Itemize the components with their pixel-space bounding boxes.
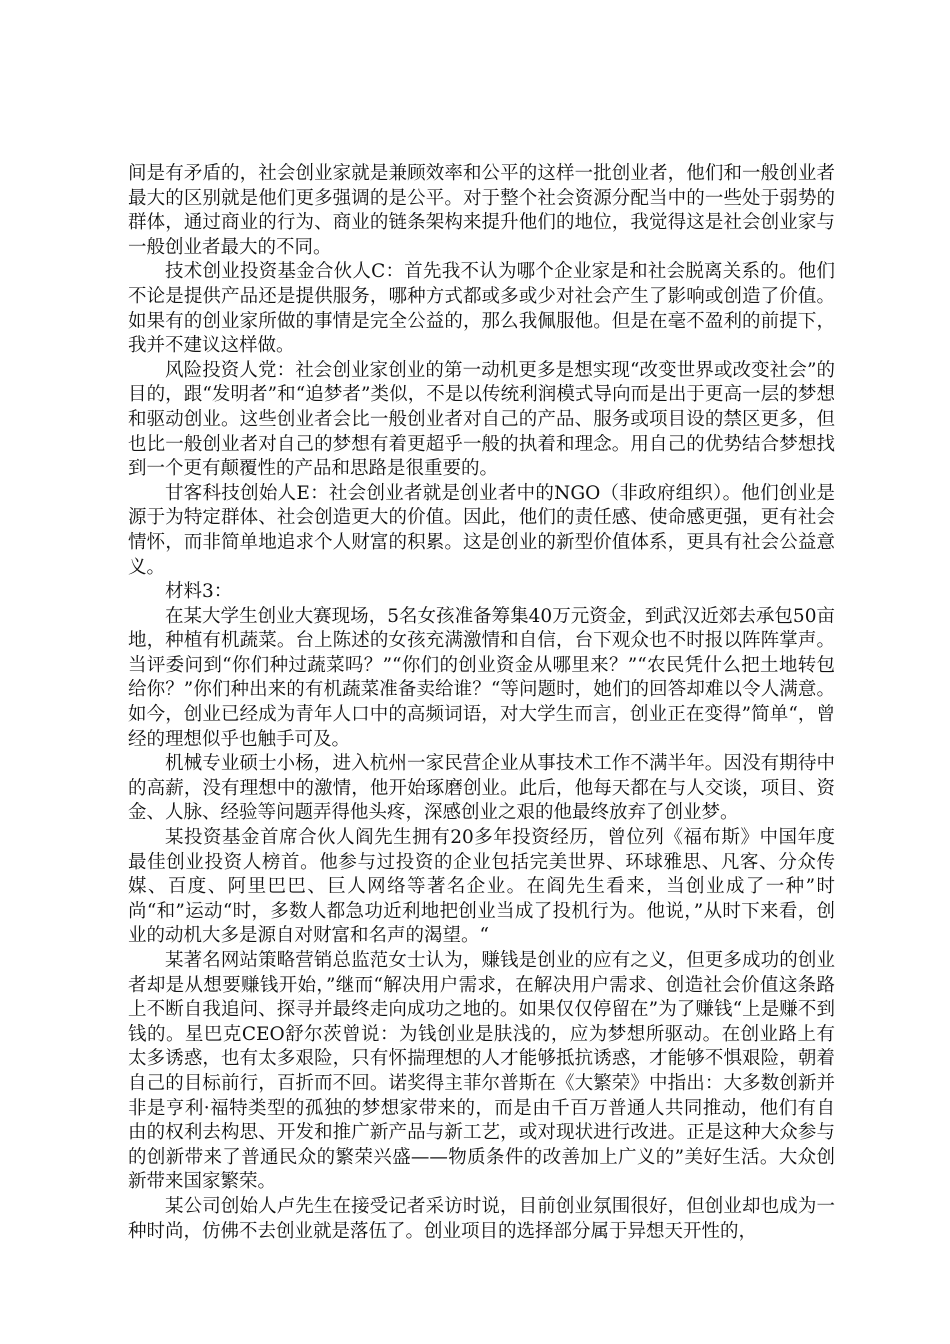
paragraph-mr-lu: 某公司创始人卢先生在接受记者采访时说，目前创业氛围很好，但创业却也成为一种时尚，仿佛不去创业就是落伍了。创业项目的选择部分属于异想天开性的， [128, 1195, 835, 1242]
paragraph-xiaoyang: 机械专业硕士小杨，进入杭州一家民营企业从事技术工作不满半年。因没有期待中的高薪，没有理想中的激情，他开始琢磨创业。此后，他每天都在与人交谈，项目、资金、人脉、经验等问题弄得他头疼，深感创业之艰的他最终放弃了创业梦。 [128, 753, 835, 824]
paragraph-intro-continuation: 间是有矛盾的，社会创业家就是兼顾效率和公平的这样一批创业者，他们和一般创业者最大的区别就是他们更多强调的是公平。对于整个社会资源分配当中的一些处于弱势的群体，通过商业的行为、商业的链条架构来提升他们的地位，我觉得这是社会创业家与一般创业者最大的不同。 [128, 163, 835, 258]
document-page [128, 162, 835, 1244]
paragraph-mr-yan: 某投资基金首席合伙人阎先生拥有20多年投资经历，曾位列《福布斯》中国年度最佳创业投资人榜首。他参与过投资的企业包括完美世界、环球雅思、凡客、分众传媒、百度、阿里巴巴、巨人网络等著名企业。在阎先生看来，当创业成了一种”时尚“和”运动“时，多数人都急功近利地把创业当成了投机行为。他说，”从时下来看，创业的动机大多是源自对财富和名声的渴望。“ [128, 827, 835, 947]
paragraph-investor-c: 技术创业投资基金合伙人C：首先我不认为哪个企业家是和社会脱离关系的。他们不论是提供产品还是提供服务，哪种方式都或多或少对社会产生了影响或创造了价值。如果有的创业家所做的事情是完全公益的，那么我佩服他。但是在毫不盈利的前提下，我并不建议这样做。 [128, 261, 835, 357]
paragraph-ms-fan: 某著名网站策略营销总监范女士认为，赚钱是创业的应有之义，但更多成功的创业者却是从想要赚钱开始，”继而“解决用户需求，在解决用户需求、创造社会价值这条路上不断自我追问、探寻并最终走向成功之地的。如果仅仅停留在”为了赚钱“上是赚不到钱的。星巴克CEO舒尔茨曾说：为钱创业是肤浅的，应为梦想所驱动。在创业路上有太多诱惑，也有太多艰险，只有怀揣理想的人才能够抵抗诱惑，才能够不惧艰险，朝着自己的目标前行，百折而不回。诺奖得主菲尔普斯在《大繁荣》中指出：大多数创新并非是亨利·福特类型的孤独的梦想家带来的，而是由千百万普通人共同推动，他们有自由的权利去构思、开发和推广新产品与新工艺，或对现状进行改进。正是这种大众参与的创新带来了普通民众的繁荣兴盛——物质条件的改善加上广义的”美好生活。大众创新带来国家繁荣。 [128, 950, 835, 1193]
paragraph-founder-e: 甘客科技创始人E：社会创业者就是创业者中的NGO（非政府组织）。他们创业是源于为特定群体、社会创造更大的价值。因此，他们的责任感、使命感更强，更有社会情怀，而非简单地追求个人财富的积累。这是创业的新型价值体系，更具有社会公益意义。 [128, 482, 835, 578]
section-heading-material-3: 材料3： [165, 581, 233, 603]
paragraph-competition: 在某大学生创业大赛现场，5名女孩准备筹集40万元资金，到武汉近郊去承包50亩地，种植有机蔬菜。台上陈述的女孩充满激情和自信，台下观众也不时报以阵阵掌声。当评委问到“你们种过蔬菜吗？”“你们的创业资金从哪里来？”“农民凭什么把土地转包给你？”你们种出来的有机蔬菜准备卖给谁？“等问题时，她们的回答却难以令人满意。如今，创业已经成为青年人口中的高频词语，对大学生而言，创业正在变得”简单“，曾经的理想似乎也触手可及。 [128, 605, 835, 750]
paragraph-investor-dang: 风险投资人党：社会创业家创业的第一动机更多是想实现“改变世界或改变社会”的目的，跟“发明者”和“追梦者”类似，不是以传统利润模式导向而是出于更高一层的梦想和驱动创业。这些创业者会比一般创业者对自己的产品、服务或项目设的禁区更多，但也比一般创业者对自己的梦想有着更超乎一般的执着和理念。用自己的优势结合梦想找到一个更有颠覆性的产品和思路是很重要的。 [128, 359, 835, 480]
